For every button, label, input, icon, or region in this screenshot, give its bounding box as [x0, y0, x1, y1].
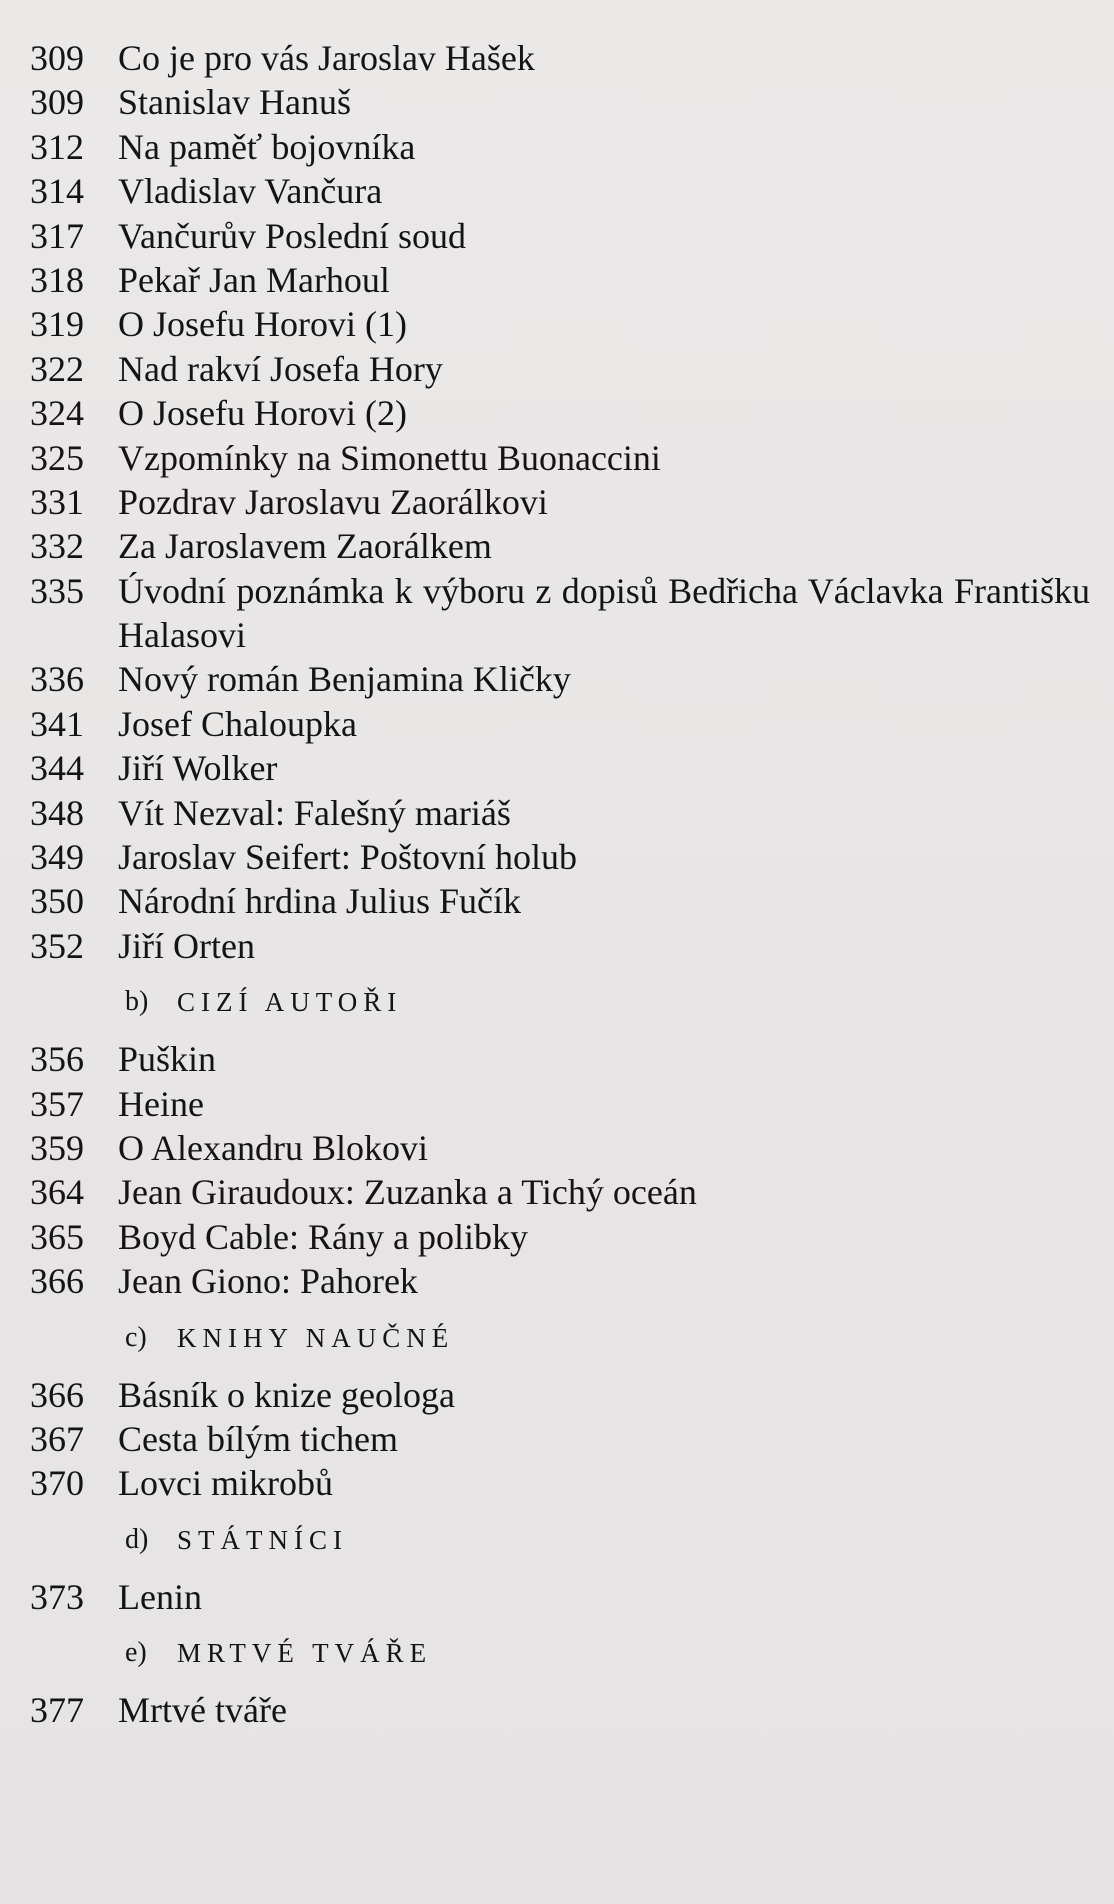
toc-entry: [0, 1215, 1114, 1259]
toc-entry: [0, 347, 1114, 391]
toc-page-number: 317: [30, 215, 84, 256]
toc-page-number: 336: [30, 659, 84, 700]
section-letter: d): [125, 1523, 149, 1555]
toc-entry-title: Vít Nezval: Falešný mariáš: [118, 792, 511, 833]
toc-entry: [0, 1373, 1114, 1417]
table-of-contents: [0, 36, 1114, 1733]
toc-entry-title: Josef Chaloupka: [118, 703, 357, 744]
toc-entry-title: Vladislav Vančura: [118, 171, 383, 212]
toc-entry: [0, 569, 1114, 658]
toc-page-number: 341: [30, 703, 84, 744]
toc-entry: [0, 657, 1114, 701]
toc-entry: [0, 1126, 1114, 1170]
toc-section-heading: [0, 1304, 1114, 1373]
toc-entry-title: O Josefu Horovi (1): [118, 304, 407, 345]
section-title: CIZÍ AUTOŘI: [177, 987, 403, 1018]
toc-entry: [0, 1037, 1114, 1081]
toc-entry-title: Vančurův Poslední soud: [118, 215, 466, 256]
toc-entry-title: Vzpomínky na Simonettu Buonaccini: [118, 437, 661, 478]
toc-page-number: 370: [30, 1463, 84, 1504]
toc-entry: [0, 436, 1114, 480]
toc-entry-title: Nový román Benjamina Kličky: [118, 659, 571, 700]
toc-entry-title: Úvodní poznámka k výboru z dopisů Bedřicha Václavka Františku Halasovi: [118, 570, 1090, 655]
section-letter: b): [125, 986, 149, 1018]
section-letter: e): [125, 1637, 147, 1669]
toc-page-number: 331: [30, 481, 84, 522]
toc-entry-title: Co je pro vás Jaroslav Hašek: [118, 38, 535, 78]
toc-page-number: 322: [30, 348, 84, 389]
toc-page-number: 314: [30, 171, 84, 212]
toc-entry: [0, 480, 1114, 524]
toc-entry-title: Puškin: [118, 1039, 217, 1080]
toc-entry: [0, 125, 1114, 169]
toc-page-number: 366: [30, 1261, 84, 1302]
toc-page-number: 350: [30, 881, 84, 922]
toc-page-number: 377: [30, 1690, 84, 1731]
section-title: STÁTNÍCI: [177, 1524, 348, 1555]
toc-page-number: 359: [30, 1128, 84, 1168]
toc-entry: [0, 746, 1114, 790]
toc-entry: [0, 302, 1114, 346]
toc-page-number: 318: [30, 259, 84, 300]
toc-entry: [0, 1417, 1114, 1461]
toc-entry: [0, 391, 1114, 435]
toc-entry-title: Pozdrav Jaroslavu Zaorálkovi: [118, 481, 548, 522]
toc-page-number: 312: [30, 126, 84, 167]
toc-page-number: 344: [30, 748, 84, 789]
toc-entry: [0, 258, 1114, 302]
toc-entry-title: O Alexandru Blokovi: [118, 1128, 428, 1168]
toc-page-number: 352: [30, 925, 84, 966]
toc-entry-title: Básník o knize geologa: [118, 1374, 455, 1415]
toc-entry-title: Jaroslav Seifert: Poštovní holub: [118, 837, 577, 878]
toc-entry-title: Národní hrdina Julius Fučík: [118, 881, 521, 922]
toc-entry: [0, 1082, 1114, 1126]
toc-page-number: 335: [30, 570, 84, 611]
toc-entry: [0, 835, 1114, 879]
toc-entry: [0, 1259, 1114, 1303]
toc-entry-title: Stanislav Hanuš: [118, 82, 351, 123]
toc-page-number: 366: [30, 1374, 84, 1415]
toc-entry: [0, 1170, 1114, 1214]
toc-page-number: 325: [30, 437, 84, 478]
toc-page-number: 309: [30, 82, 84, 123]
toc-page-number: 364: [30, 1172, 84, 1213]
toc-page-number: 332: [30, 526, 84, 567]
toc-entry-title: Jiří Orten: [118, 925, 255, 966]
toc-entry: [0, 791, 1114, 835]
toc-entry-title: Mrtvé tváře: [118, 1690, 287, 1731]
toc-entry-title: Pekař Jan Marhoul: [118, 259, 390, 300]
toc-entry: [0, 214, 1114, 258]
toc-entry: [0, 1688, 1114, 1732]
toc-page-number: 357: [30, 1083, 84, 1124]
toc-entry-title: Boyd Cable: Rány a polibky: [118, 1216, 528, 1257]
toc-page-number: 348: [30, 792, 84, 833]
toc-entry-title: Jean Giraudoux: Zuzanka a Tichý oceán: [118, 1172, 697, 1213]
toc-entry: [0, 36, 1114, 80]
toc-entry: [0, 924, 1114, 968]
toc-entry-title: Heine: [118, 1083, 204, 1124]
toc-entry-title: Lovci mikrobů: [118, 1463, 333, 1504]
toc-entry: [0, 1461, 1114, 1505]
toc-entry-title: O Josefu Horovi (2): [118, 393, 407, 434]
toc-page-number: 356: [30, 1039, 84, 1080]
toc-entry: [0, 702, 1114, 746]
toc-entry-title: Nad rakví Josefa Hory: [118, 348, 443, 389]
toc-entry-title: Za Jaroslavem Zaorálkem: [118, 526, 492, 567]
toc-section-heading: [0, 1506, 1114, 1575]
toc-entry-title: Na paměť bojovníka: [118, 126, 416, 167]
section-title: MRTVÉ TVÁŘE: [177, 1638, 433, 1669]
toc-entry: [0, 524, 1114, 568]
toc-page-number: 367: [30, 1418, 84, 1459]
toc-page-number: 365: [30, 1216, 84, 1257]
toc-section-heading: [0, 1619, 1114, 1688]
toc-page-number: 319: [30, 304, 84, 345]
toc-entry: [0, 879, 1114, 923]
toc-entry-title: Jiří Wolker: [118, 748, 278, 789]
toc-page-number: 309: [30, 38, 84, 78]
toc-entry: [0, 1575, 1114, 1619]
section-letter: c): [125, 1321, 147, 1353]
section-title: KNIHY NAUČNÉ: [177, 1322, 455, 1353]
toc-entry-title: Cesta bílým tichem: [118, 1418, 398, 1459]
toc-entry-title: Lenin: [118, 1576, 202, 1617]
toc-entry-title: Jean Giono: Pahorek: [118, 1261, 418, 1302]
toc-entry: [0, 169, 1114, 213]
toc-page-number: 349: [30, 837, 84, 878]
toc-entry: [0, 80, 1114, 124]
toc-page-number: 373: [30, 1576, 84, 1617]
toc-page-number: 324: [30, 393, 84, 434]
toc-section-heading: [0, 968, 1114, 1037]
